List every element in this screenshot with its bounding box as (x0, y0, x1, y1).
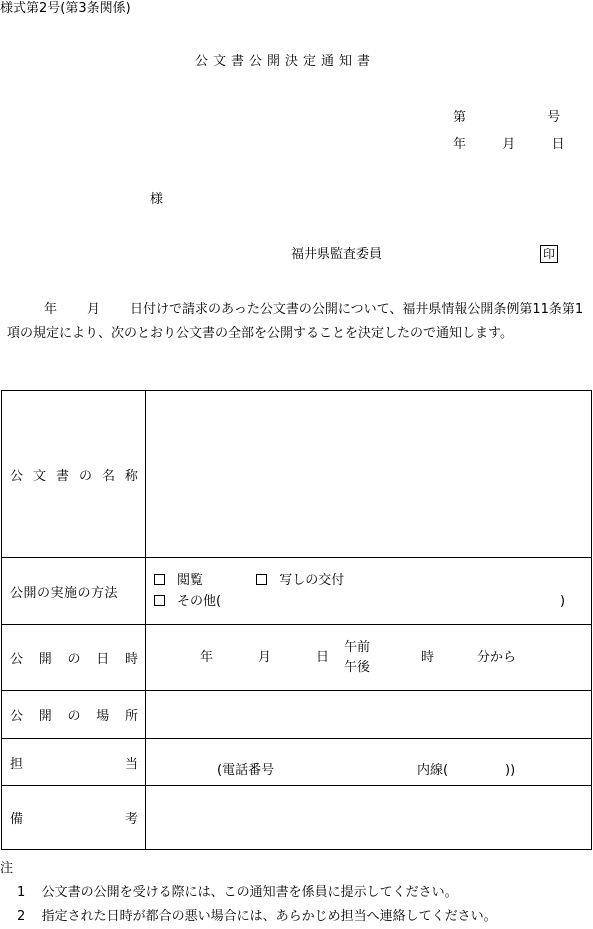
contact-phone: (電話番号 (217, 763, 275, 778)
date-day: 日 (551, 137, 565, 152)
addressee-suffix: 様 (150, 192, 164, 207)
dt-hour: 時 (421, 650, 435, 665)
note-2-text: 指定された日時が都合の悪い場合には、あらかじめ担当へ連絡してください。 (41, 909, 497, 924)
label-char: 称 (124, 468, 138, 484)
option-other: その他( (177, 594, 222, 609)
body-rest: 1条第1項の規定により、次のとおり公文書の全部を公開することを決定したので通知します。 (7, 302, 584, 341)
option-inspection: 閲覧 (177, 573, 204, 588)
date-month: 月 (502, 137, 516, 152)
notes-heading: 注 (0, 861, 14, 876)
label-char: の (78, 468, 92, 484)
dt-month: 月 (258, 650, 272, 665)
option-copy: 写しの交付 (279, 573, 345, 588)
body-line1: 日付けで請求のあった公文書の公開について、福井県情報公開条例第1 (130, 302, 541, 317)
label-char: 時 (124, 652, 138, 667)
label-document-name (2, 465, 145, 484)
label-char: 考 (124, 812, 138, 827)
label-method: 公開の実施の方法 (10, 585, 119, 601)
contact-extension-close: )) (505, 763, 516, 778)
label-char: 備 (10, 812, 24, 827)
label-char: 日 (96, 652, 110, 667)
date-year: 年 (453, 137, 467, 152)
value-place[interactable] (146, 691, 592, 739)
disclosure-table (1, 390, 592, 850)
body-month: 月 (87, 302, 101, 317)
issue-date (453, 138, 565, 151)
dt-day: 日 (316, 650, 330, 665)
note-2-number: 2 (17, 909, 26, 924)
label-char: 担 (10, 756, 24, 772)
value-document-name[interactable] (146, 391, 592, 558)
label-char: 書 (55, 468, 69, 484)
row-remarks (2, 786, 592, 850)
note-2 (0, 905, 497, 929)
label-char: 所 (124, 709, 138, 724)
label-char: 当 (124, 756, 138, 772)
label-char: 文 (32, 468, 46, 484)
notes (0, 857, 497, 929)
issuer-name: 福井県監査委員 (291, 247, 383, 262)
label-char: 開 (38, 709, 52, 724)
row-document-name (2, 391, 592, 558)
document-number (453, 111, 560, 124)
checkbox-other[interactable] (154, 595, 165, 606)
number-go: 号 (547, 110, 561, 125)
label-char: 名 (101, 468, 115, 484)
number-dai: 第 (453, 110, 467, 125)
note-1 (0, 881, 497, 905)
dt-year: 年 (200, 650, 214, 665)
form-number: 様式第2号(第3条関係) (0, 1, 131, 16)
row-place (2, 691, 592, 739)
label-char: 場 (96, 709, 110, 724)
checkbox-copy[interactable] (256, 574, 267, 585)
dt-minute: 分から (477, 650, 517, 665)
label-char: 公 (10, 709, 24, 724)
note-1-text: 公文書の公開を受ける際には、この通知書を係員に提示してください。 (41, 885, 458, 900)
row-datetime (2, 625, 592, 691)
seal-mark: 印 (540, 245, 558, 263)
contact-extension: 内線( (417, 763, 449, 778)
document-title: 公文書公開決定通知書 (195, 54, 376, 69)
label-contact (2, 753, 145, 772)
label-char: の (67, 652, 81, 667)
dt-pm: 午後 (344, 660, 371, 675)
label-char: の (67, 709, 81, 724)
label-remarks (2, 808, 145, 827)
label-char: 公 (10, 468, 24, 484)
label-place (2, 705, 145, 724)
value-remarks[interactable] (146, 786, 592, 850)
notification-body (7, 298, 589, 346)
label-char: 公 (10, 652, 24, 667)
option-other-close: ) (560, 594, 566, 609)
label-datetime (2, 648, 145, 667)
label-char: 開 (38, 652, 52, 667)
checkbox-inspection[interactable] (154, 574, 165, 585)
row-method (2, 558, 592, 625)
dt-am: 午前 (344, 640, 371, 655)
row-contact (2, 739, 592, 786)
body-year: 年 (44, 302, 58, 317)
note-1-number: 1 (17, 885, 26, 900)
